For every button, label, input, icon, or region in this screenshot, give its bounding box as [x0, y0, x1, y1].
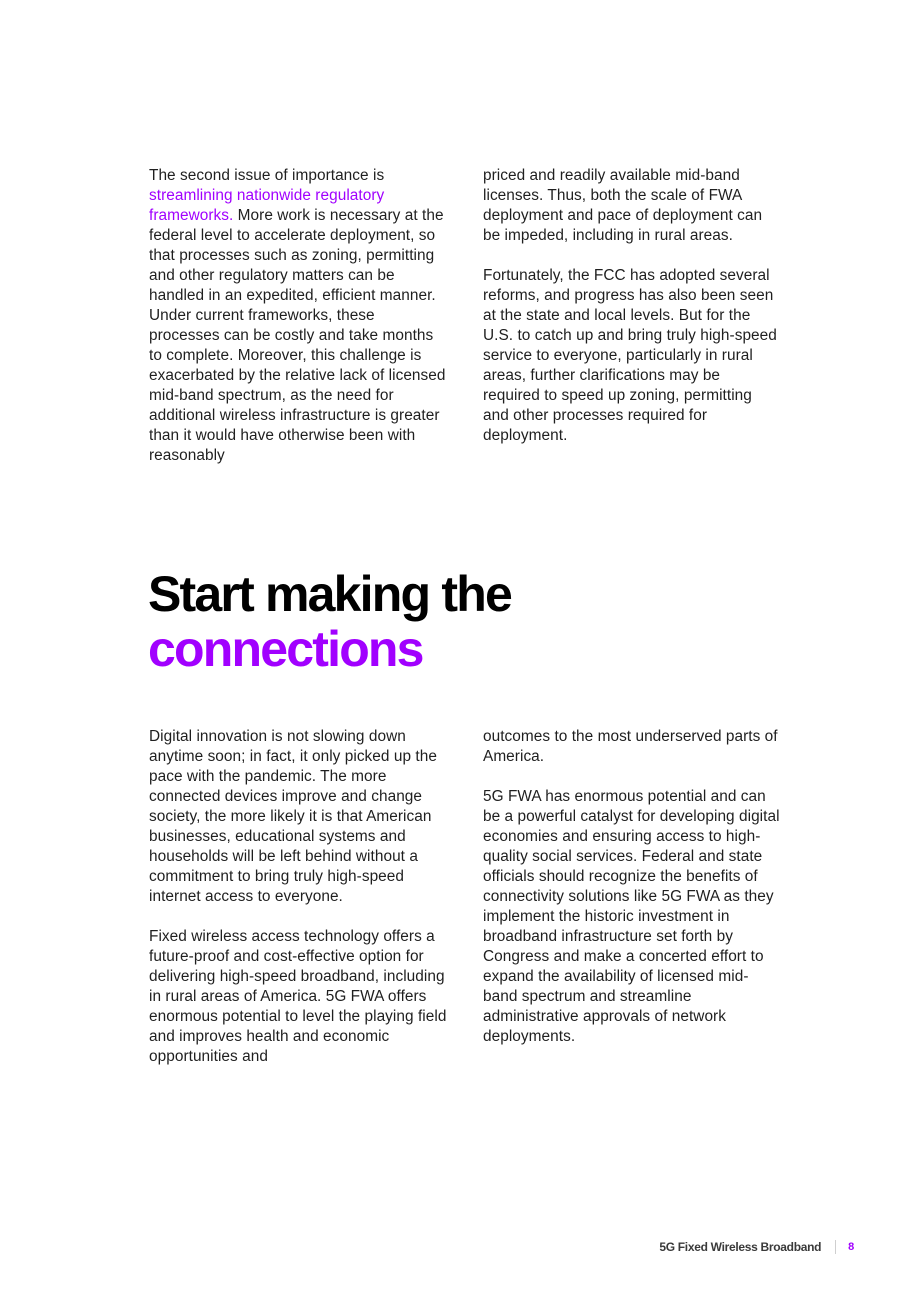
top-left-column — [149, 166, 447, 466]
heading-line-1: Start making the — [148, 566, 511, 622]
page-footer — [659, 1240, 854, 1254]
fwa-potential-paragraph: 5G FWA has enormous potential and can be a powerful catalyst for developing digital economies and ensuring access to high-quality social services. Federal and state officials should recognize the benefits of connectivity solutions like 5G FWA as they implement the historic investment in broadband infrastructure set forth by Congress and make a concerted effort to expand the availability of licensed mid-band spectrum and streamline administrative approvals of network deployments. — [483, 788, 780, 1045]
digital-innovation-paragraph: Digital innovation is not slowing down anytime soon; in fact, it only picked up the pace with the pandemic. The more connected devices improve and change society, the more likely it is that American businesses, educational systems and households will be left behind without a commitment to bring truly high-speed internet access to everyone. — [149, 728, 437, 905]
bottom-right-column — [483, 727, 781, 1047]
footer-title: 5G Fixed Wireless Broadband — [659, 1240, 822, 1254]
fcc-reforms-paragraph: Fortunately, the FCC has adopted several reforms, and progress has also been seen at the state and local levels. But for the U.S. to catch up and bring truly high-speed service to everyone, particularly in rural areas, further clarifications may be required to speed up zoning, permitting and other processes required for deployment. — [483, 267, 777, 444]
top-right-column — [483, 166, 781, 446]
regulatory-paragraph: The second issue of importance is streamlining nationwide regulatory frameworks. More work is necessary at the federal level to accelerate deployment, so that processes such as zoning, permitting and other regulatory matters can be handled in an expedited, efficient manner. Under current frameworks, these processes can be costly and take months to complete. Moreover, this challenge is exacerbated by the relative lack of licensed mid-band spectrum, as the need for additional wireless infrastructure is greater than it would have otherwise been with reasonably — [149, 167, 446, 464]
spectrum-paragraph: priced and readily available mid-band licenses. Thus, both the scale of FWA deployment and pace of deployment can be impeded, including in rural areas. — [483, 167, 763, 244]
regulatory-frameworks-link[interactable]: streamlining nationwide regulatory frameworks. — [149, 187, 385, 224]
bottom-left-column — [149, 727, 447, 1067]
fixed-wireless-paragraph: Fixed wireless access technology offers a future-proof and cost-effective option for delivering high-speed broadband, including in rural areas of America. 5G FWA offers enormous potential to level the playing field and improves health and economic opportunities and — [149, 928, 447, 1065]
page-number: 8 — [848, 1241, 854, 1253]
footer-divider — [835, 1240, 836, 1254]
underserved-paragraph: outcomes to the most underserved parts of America. — [483, 728, 778, 765]
section-heading — [148, 567, 511, 677]
heading-line-2-accent: connections — [148, 621, 423, 677]
